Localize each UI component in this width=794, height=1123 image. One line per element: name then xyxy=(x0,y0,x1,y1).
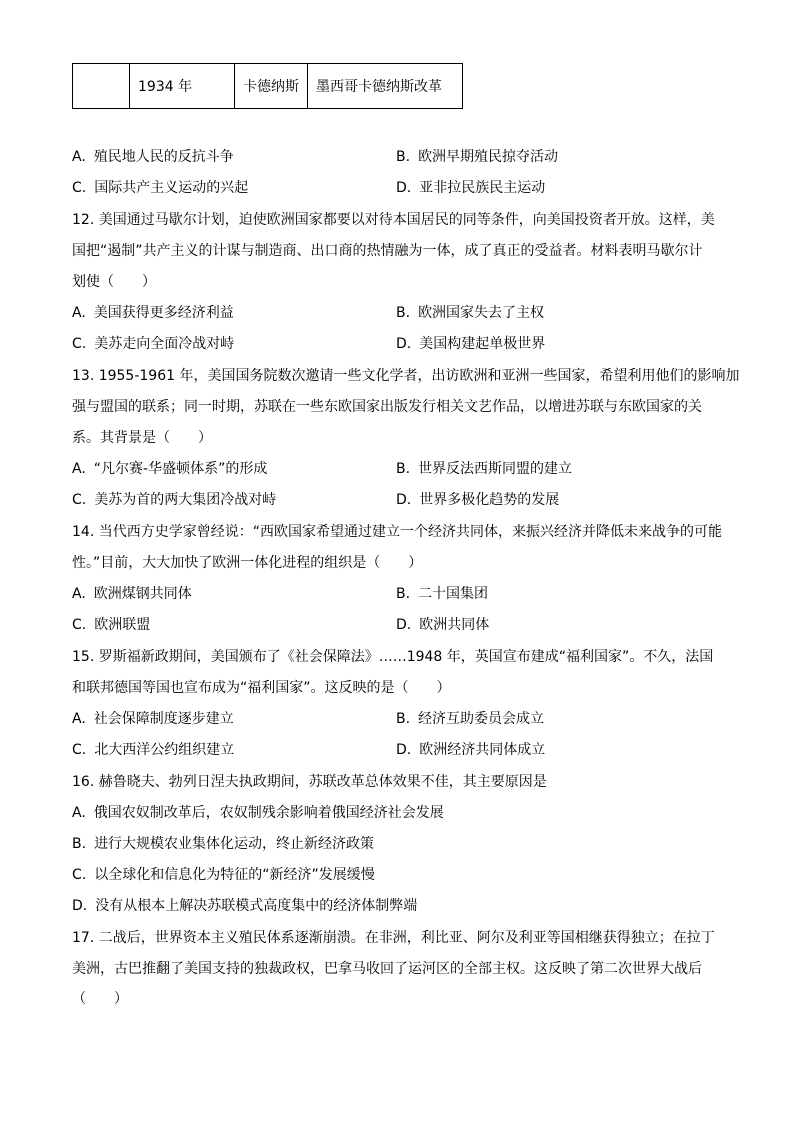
reform-table xyxy=(72,63,463,109)
option-text: 经济互助委员会成立 xyxy=(418,711,545,727)
option-letter: C. xyxy=(72,867,87,883)
q12-option-a[interactable] xyxy=(72,303,234,323)
option-letter: C. xyxy=(72,742,87,758)
q11-option-c[interactable] xyxy=(72,178,248,198)
option-letter: D. xyxy=(72,898,88,914)
q13-stem-line-3: 系。其背景是（ ） xyxy=(72,430,212,446)
q12-option-d[interactable] xyxy=(396,334,545,354)
option-text: 欧洲早期殖民掠夺活动 xyxy=(418,149,559,165)
q13-option-d[interactable] xyxy=(396,490,559,510)
q16-option-b[interactable] xyxy=(72,834,374,854)
q11-option-a[interactable] xyxy=(72,147,234,167)
option-letter: B. xyxy=(396,461,411,477)
option-letter: A. xyxy=(72,711,86,727)
table-cell-year: 1934 年 xyxy=(130,64,235,109)
q16-option-c[interactable] xyxy=(72,865,375,885)
q15-stem-line-2: 和联邦德国等国也宣布成为“福利国家”。这反映的是（ ） xyxy=(72,680,451,696)
option-letter: A. xyxy=(72,305,86,321)
option-letter: A. xyxy=(72,461,86,477)
option-text: 美国获得更多经济利益 xyxy=(93,305,234,321)
q15-option-d[interactable] xyxy=(396,740,545,760)
option-letter: D. xyxy=(396,742,412,758)
q16-option-a[interactable] xyxy=(72,803,444,823)
option-text: 俄国农奴制改革后，农奴制残余影响着俄国经济社会发展 xyxy=(93,805,444,821)
option-text: 欧洲煤钢共同体 xyxy=(93,586,192,602)
q16-option-d[interactable] xyxy=(72,896,417,916)
q11-option-d[interactable] xyxy=(396,178,545,198)
option-text: 美国构建起单极世界 xyxy=(419,336,546,352)
option-letter: B. xyxy=(396,149,411,165)
q14-option-a[interactable] xyxy=(72,584,192,604)
q14-stem-line-2: 性。”目前，大大加快了欧洲一体化进程的组织是（ ） xyxy=(72,555,423,571)
option-text: 欧洲联盟 xyxy=(94,617,151,633)
option-text: 以全球化和信息化为特征的“新经济”发展缓慢 xyxy=(94,867,375,883)
option-text: 亚非拉民族民主运动 xyxy=(419,180,546,196)
option-text: 没有从根本上解决苏联模式高度集中的经济体制弊端 xyxy=(95,898,418,914)
option-letter: B. xyxy=(396,586,411,602)
option-text: 世界反法西斯同盟的建立 xyxy=(418,461,573,477)
option-text: 美苏走向全面冷战对峙 xyxy=(94,336,235,352)
q14-option-b[interactable] xyxy=(396,584,488,604)
q12-option-c[interactable] xyxy=(72,334,234,354)
option-letter: A. xyxy=(72,149,86,165)
q12-stem-line-3: 划使（ ） xyxy=(72,274,156,290)
option-letter: A. xyxy=(72,805,86,821)
q13-option-a[interactable] xyxy=(72,459,267,479)
option-letter: D. xyxy=(396,180,412,196)
q17-stem-line-3: （ ） xyxy=(72,991,128,1007)
option-letter: C. xyxy=(72,617,87,633)
option-letter: C. xyxy=(72,336,87,352)
q13-option-b[interactable] xyxy=(396,459,572,479)
q12-stem-line-2: 国把“遏制”共产主义的计谋与制造商、出口商的热情融为一体，成了真正的受益者。材料表明马歇尔计 xyxy=(72,243,703,259)
q13-option-c[interactable] xyxy=(72,490,276,510)
q12-stem-line-1: 12. 美国通过马歇尔计划，迫使欧洲国家都要以对待本国居民的同等条件，向美国投资者开放。这样，美 xyxy=(72,212,715,228)
option-text: 殖民地人民的反抗斗争 xyxy=(93,149,234,165)
q14-stem-line-1: 14. 当代西方史学家曾经说：“西欧国家希望通过建立一个经济共同体，来振兴经济并降低未来战争的可能 xyxy=(72,524,722,540)
q17-stem-line-2: 美洲，古巴推翻了美国支持的独裁政权，巴拿马收回了运河区的全部主权。这反映了第二次世界大战后 xyxy=(72,961,702,977)
option-text: 欧洲国家失去了主权 xyxy=(418,305,545,321)
option-text: 国际共产主义运动的兴起 xyxy=(94,180,249,196)
option-letter: B. xyxy=(396,305,411,321)
q15-option-c[interactable] xyxy=(72,740,234,760)
q15-option-a[interactable] xyxy=(72,709,234,729)
option-text: 美苏为首的两大集团冷战对峙 xyxy=(94,492,277,508)
option-text: 社会保障制度逐步建立 xyxy=(93,711,234,727)
option-letter: B. xyxy=(396,711,411,727)
q14-option-c[interactable] xyxy=(72,615,150,635)
q13-stem-line-1: 13. 1955-1961 年，美国国务院数次邀请一些文化学者，出访欧洲和亚洲一些国家，希望利用他们的影响加 xyxy=(72,368,740,384)
table-cell-blank xyxy=(73,64,130,109)
q11-option-b[interactable] xyxy=(396,147,558,167)
option-letter: D. xyxy=(396,492,412,508)
option-text: 二十国集团 xyxy=(418,586,489,602)
q17-stem-line-1: 17. 二战后，世界资本主义殖民体系逐渐崩溃。在非洲，利比亚、阿尔及利亚等国相继获得独立；在拉丁 xyxy=(72,930,715,946)
q14-option-d[interactable] xyxy=(396,615,489,635)
q16-stem-line-1: 16. 赫鲁晓夫、勃列日涅夫执政期间，苏联改革总体效果不佳，其主要原因是 xyxy=(72,774,547,790)
option-letter: C. xyxy=(72,180,87,196)
q13-stem-line-2: 强与盟国的联系；同一时期，苏联在一些东欧国家出版发行相关文艺作品，以增进苏联与东欧国家的关 xyxy=(72,399,702,415)
table-cell-event: 墨西哥卡德纳斯改革 xyxy=(308,64,463,109)
option-text: 欧洲共同体 xyxy=(419,617,490,633)
option-letter: C. xyxy=(72,492,87,508)
option-letter: B. xyxy=(72,836,87,852)
option-text: 进行大规模农业集体化运动，终止新经济政策 xyxy=(94,836,375,852)
q12-option-b[interactable] xyxy=(396,303,544,323)
option-letter: A. xyxy=(72,586,86,602)
option-text: 欧洲经济共同体成立 xyxy=(419,742,546,758)
q15-option-b[interactable] xyxy=(396,709,544,729)
option-text: 北大西洋公约组织建立 xyxy=(94,742,235,758)
option-text: “凡尔赛-华盛顿体系”的形成 xyxy=(93,461,268,477)
table-row xyxy=(73,64,463,109)
option-letter: D. xyxy=(396,336,412,352)
option-letter: D. xyxy=(396,617,412,633)
q15-stem-line-1: 15. 罗斯福新政期间，美国颁布了《社会保障法》……1948 年，英国宣布建成“福利国家”。不久，法国 xyxy=(72,649,714,665)
option-text: 世界多极化趋势的发展 xyxy=(419,492,560,508)
table-cell-person: 卡德纳斯 xyxy=(235,64,308,109)
